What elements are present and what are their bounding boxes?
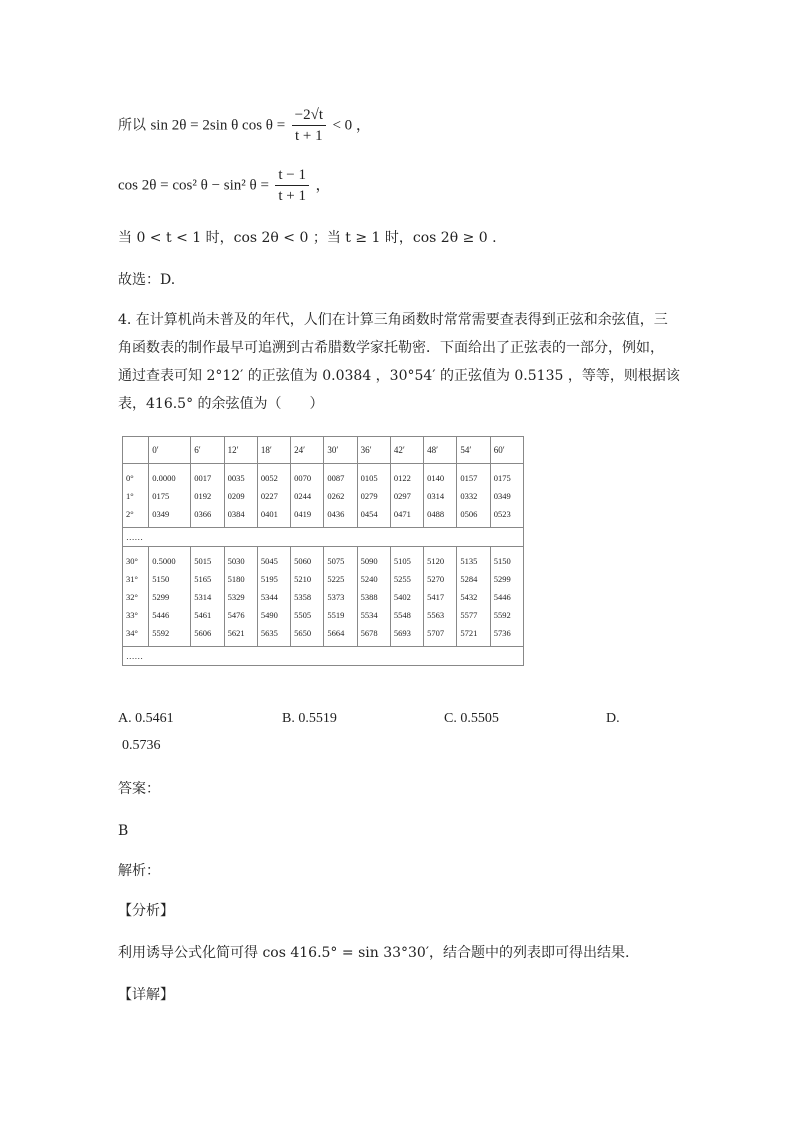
table-cell: 5563 [427,610,445,620]
table-cell: 0349 [152,509,170,519]
degree-label: 2° [126,509,134,519]
question-4-line-3: 通过查表可知 2°12′ 的正弦值为 0.0384 ，30°54′ 的正弦值为 0.5135 ，等等，则根据该 [118,368,680,384]
table-cell: 0192 [194,491,212,501]
table-cell: 0454 [360,509,378,519]
table-cell: 0105 [360,473,378,483]
table-cell: 5373 [327,592,345,602]
eq1-fraction [292,106,326,145]
header-cell: 24′ [291,437,324,464]
table-cell: 5707 [427,628,445,638]
table-cell: 5150 [152,574,170,584]
eq1-prefix: 所以 [118,117,146,134]
degree-label: 34° [126,628,138,638]
value-column [390,464,423,528]
option-d-value: 0.5736 [122,738,161,753]
table-cell: 5030 [227,556,245,566]
table-cell: 0227 [260,491,278,501]
value-column [324,464,357,528]
header-cell [123,437,149,464]
value-column [291,547,324,647]
value-column [224,464,257,528]
table-cell: 5592 [152,628,170,638]
ellipsis-cell: …… [123,647,524,666]
option-d: D. [606,711,620,726]
table-cell: 0140 [427,473,445,483]
sine-table [122,436,524,666]
table-cell: 0017 [194,473,212,483]
ellipsis-cell: …… [123,528,524,547]
header-cell: 36′ [357,437,390,464]
table-cell: 5650 [294,628,312,638]
table-cell: 5045 [260,556,278,566]
value-column [457,464,490,528]
table-cell: 5180 [227,574,245,584]
table-cell: 0209 [227,491,245,501]
table-cell: 0523 [493,509,511,519]
degree-column [123,464,149,528]
table-header-row [123,437,524,464]
table-cell: 5606 [194,628,212,638]
table-cell: 0366 [194,509,212,519]
eq2-suffix: ， [315,177,331,194]
table-cell: 5721 [460,628,478,638]
option-a: A. 0.5461 [118,711,174,726]
degree-label: 33° [126,610,138,620]
table-cell: 5225 [327,574,345,584]
value-column [257,464,290,528]
answer-label: 答案： [118,781,160,797]
table-cell: 5446 [493,592,511,602]
value-column [324,547,357,647]
table-cell: 5621 [227,628,245,638]
question-4-line-1: 4. 在计算机尚未普及的年代，人们在计算三角函数时常常需要查表得到正弦和余弦值，三 [118,312,668,328]
table-cell: 0.5000 [152,556,176,566]
table-cell: 5344 [260,592,278,602]
table-cell: 5270 [427,574,445,584]
table-cell: 5240 [360,574,378,584]
table-cell: 5150 [493,556,511,566]
value-column [357,464,390,528]
degree-label: 31° [126,574,138,584]
eq1-suffix: < 0 ， [332,117,371,134]
section-fenxi: 【分析】 [118,903,174,919]
value-column [191,464,224,528]
value-column [424,464,457,528]
table-cell: 5105 [393,556,411,566]
option-c: C. 0.5505 [444,711,499,726]
fenxi-text: 利用诱导公式化简可得 cos 416.5° = sin 33°30′，结合题中的列表即可得出结果. [118,945,630,961]
table-cell: 5314 [194,592,212,602]
eq2-expr: cos 2θ = cos² θ − sin² θ = [118,177,269,194]
table-cell: 0471 [393,509,411,519]
eq2-numerator: t − 1 [275,166,309,186]
table-cell: 5534 [360,610,378,620]
table-cell: 5461 [194,610,212,620]
question-4-line-2: 角函数表的制作最早可追溯到古希腊数学家托勒密．下面给出了正弦表的一部分，例如， [118,340,664,356]
eq1-denominator: t + 1 [295,128,323,144]
header-cell: 6′ [191,437,224,464]
header-cell: 18′ [257,437,290,464]
header-cell: 12′ [224,437,257,464]
analysis-label: 解析： [118,863,160,879]
header-cell: 60′ [490,437,523,464]
value-column [191,547,224,647]
table-cell: 5120 [427,556,445,566]
table-cell: 5548 [393,610,411,620]
header-cell: 54′ [457,437,490,464]
value-column [357,547,390,647]
table-cell: 5060 [294,556,312,566]
header-cell: 0′ [149,437,191,464]
table-ellipsis-row [123,647,524,666]
eq2-fraction [275,166,309,205]
degree-label: 1° [126,491,134,501]
value-column [490,464,523,528]
table-cell: 0087 [327,473,345,483]
table-cell: 0175 [152,491,170,501]
table-cell: 0506 [460,509,478,519]
value-column [149,464,191,528]
value-column [149,547,191,647]
table-cell: 5432 [460,592,478,602]
table-cell: 5635 [260,628,278,638]
table-cell: 0122 [393,473,411,483]
table-cell: 5577 [460,610,478,620]
value-column [424,547,457,647]
value-column [490,547,523,647]
table-cell: 5075 [327,556,345,566]
table-cell: 5090 [360,556,378,566]
table-cell: 0314 [427,491,445,501]
equation-sin2theta [118,106,371,145]
header-cell: 42′ [390,437,423,464]
question-4-line-4: 表，416.5° 的余弦值为（ ） [118,396,324,412]
choice-d-line: 故选：D. [118,272,176,288]
table-cell: 5195 [260,574,278,584]
table-cell: 0279 [360,491,378,501]
table-cell: 5329 [227,592,245,602]
table-cell: 0384 [227,509,245,519]
table-cell: 5358 [294,592,312,602]
table-cell: 0401 [260,509,278,519]
table-cell: 5592 [493,610,511,620]
table-cell: 5402 [393,592,411,602]
value-column [257,547,290,647]
table-cell: 5678 [360,628,378,638]
table-cell: 5490 [260,610,278,620]
table-cell: 0244 [294,491,312,501]
header-cell: 48′ [424,437,457,464]
table-cell: 0349 [493,491,511,501]
table-cell: 0070 [294,473,312,483]
table-cell: 5388 [360,592,378,602]
answer-value: B [118,823,129,839]
value-column [390,547,423,647]
table-cell: 0035 [227,473,245,483]
value-column [291,464,324,528]
table-cell: 0436 [327,509,345,519]
table-cell: 5299 [493,574,511,584]
value-column [224,547,257,647]
table-cell: 5505 [294,610,312,620]
equation-cos2theta [118,166,331,205]
table-cell: 5015 [194,556,212,566]
option-b: B. 0.5519 [282,711,337,726]
header-cell: 30′ [324,437,357,464]
degree-column [123,547,149,647]
table-cell: 0332 [460,491,478,501]
table-cell: 0419 [294,509,312,519]
table-cell: 5284 [460,574,478,584]
table-cell: 5165 [194,574,212,584]
eq1-numerator: −2√t [292,106,326,126]
table-cell: 5255 [393,574,411,584]
table-ellipsis-row [123,528,524,547]
eq2-denominator: t + 1 [278,188,307,204]
case-analysis-line: 当 0 < t < 1 时，cos 2θ < 0 ；当 t ≥ 1 时，cos 2θ ≥ 0 . [118,230,497,246]
table-cell: 0052 [260,473,278,483]
table-cell: 5417 [427,592,445,602]
table-cell: 0175 [493,473,511,483]
table-cell: 0262 [327,491,345,501]
degree-label: 30° [126,556,138,566]
value-column [457,547,490,647]
table-cell: 0297 [393,491,411,501]
table-cell: 5519 [327,610,345,620]
degree-label: 0° [126,473,134,483]
table-cell: 5736 [493,628,511,638]
table-cell: 0.0000 [152,473,176,483]
table-cell: 0157 [460,473,478,483]
table-cell: 5135 [460,556,478,566]
table-cell: 5693 [393,628,411,638]
table-cell: 5664 [327,628,345,638]
table-group-2 [123,547,524,647]
table-cell: 5210 [294,574,312,584]
degree-label: 32° [126,592,138,602]
table-cell: 5299 [152,592,170,602]
eq1-expr: sin 2θ = 2sin θ cos θ = [150,117,286,134]
table-cell: 5446 [152,610,170,620]
table-cell: 5476 [227,610,245,620]
table-group-1 [123,464,524,528]
section-xiangjie: 【详解】 [118,987,174,1003]
table-cell: 0488 [427,509,445,519]
